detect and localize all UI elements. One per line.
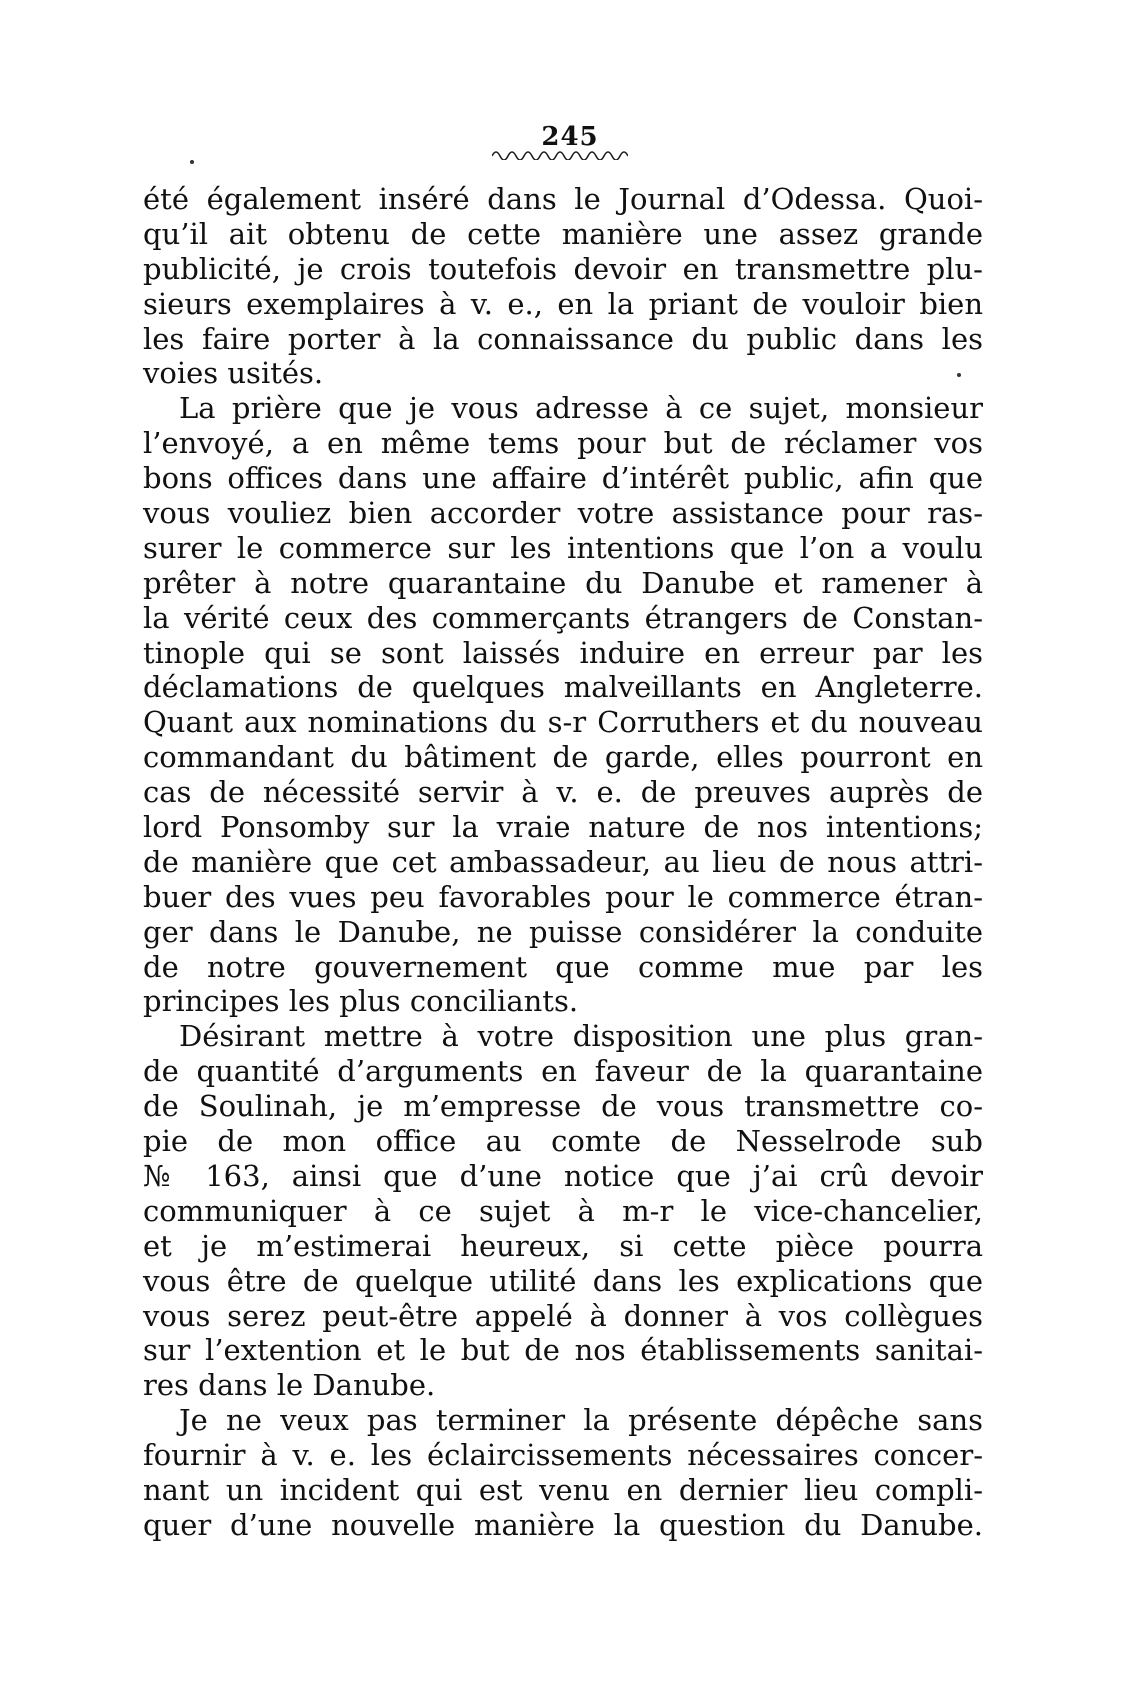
text-line: vous être de quelque utilité dans les explications que bbox=[143, 1263, 983, 1298]
wavy-rule-ornament bbox=[492, 146, 628, 160]
paragraph bbox=[143, 1403, 983, 1543]
text-line: de manière que cet ambassadeur, au lieu de nous attri- bbox=[143, 844, 983, 879]
text-line: l’envoyé, a en même tems pour but de réclamer vos bbox=[143, 426, 983, 461]
text-line: voies usités. bbox=[143, 356, 324, 391]
text-line: sieurs exemplaires à v. e., en la priant de vouloir bien bbox=[143, 286, 983, 321]
text-line: quer d’une nouvelle manière la question du Danube. bbox=[143, 1507, 983, 1542]
text-line: et je m’estimerai heureux, si cette pièce pourra bbox=[143, 1228, 983, 1263]
text-line: vous serez peut-être appelé à donner à vos collègues bbox=[143, 1298, 983, 1333]
stray-dot-mark bbox=[190, 160, 194, 164]
paragraph bbox=[143, 1019, 983, 1403]
body-text bbox=[143, 182, 983, 1543]
text-line: ger dans le Danube, ne puisse considérer la conduite bbox=[143, 914, 983, 949]
text-line: buer des vues peu favorables pour le commerce étran- bbox=[143, 879, 983, 914]
text-line: commandant du bâtiment de garde, elles pourront en bbox=[143, 740, 983, 775]
text-line: principes les plus conciliants. bbox=[143, 984, 579, 1019]
text-line: bons offices dans une affaire d’intérêt public, afin que bbox=[143, 461, 983, 496]
text-line: La prière que je vous adresse à ce sujet, monsieur bbox=[179, 391, 983, 426]
text-line: pie de mon office au comte de Nesselrode sub bbox=[143, 1124, 983, 1159]
page-number: 245 bbox=[541, 122, 599, 152]
text-line: cas de nécessité servir à v. e. de preuves auprès de bbox=[143, 775, 983, 810]
text-line: la vérité ceux des commerçants étrangers de Constan- bbox=[143, 600, 983, 635]
text-line: nant un incident qui est venu en dernier lieu compli- bbox=[143, 1472, 983, 1507]
text-line: les faire porter à la connaissance du public dans les bbox=[143, 321, 983, 356]
text-line: prêter à notre quarantaine du Danube et ramener à bbox=[143, 565, 983, 600]
text-line: Désirant mettre à votre disposition une plus gran- bbox=[179, 1019, 983, 1054]
text-line: Quant aux nominations du s-r Corruthers et du nouveau bbox=[143, 705, 983, 740]
text-line: de Soulinah, je m’empresse de vous transmettre co- bbox=[143, 1089, 983, 1124]
text-line: de quantité d’arguments en faveur de la quarantaine bbox=[143, 1054, 983, 1089]
text-line: tinople qui se sont laissés induire en erreur par les bbox=[143, 635, 983, 670]
text-line: № 163, ainsi que d’une notice que j’ai crû devoir bbox=[143, 1158, 983, 1193]
text-line: de notre gouvernement que comme mue par les bbox=[143, 949, 983, 984]
text-line: déclamations de quelques malveillants en Angleterre. bbox=[143, 670, 983, 705]
text-line: vous vouliez bien accorder votre assistance pour ras- bbox=[143, 496, 983, 531]
text-line: fournir à v. e. les éclaircissements nécessaires concer- bbox=[143, 1438, 983, 1473]
text-line: sur l’extention et le but de nos établissements sanitai- bbox=[143, 1333, 983, 1368]
text-line: qu’il ait obtenu de cette manière une assez grande bbox=[143, 216, 983, 251]
text-line: été également inséré dans le Journal d’Odessa. Quoi- bbox=[143, 182, 983, 216]
paragraph bbox=[143, 182, 983, 391]
paragraph bbox=[143, 391, 983, 1019]
text-line: lord Ponsomby sur la vraie nature de nos intentions; bbox=[143, 810, 983, 845]
text-line: res dans le Danube. bbox=[143, 1368, 436, 1403]
text-line: surer le commerce sur les intentions que l’on a voulu bbox=[143, 530, 983, 565]
text-line: publicité, je crois toutefois devoir en transmettre plu- bbox=[143, 251, 983, 286]
text-line: Je ne veux pas terminer la présente dépêche sans bbox=[179, 1403, 983, 1438]
text-line: communiquer à ce sujet à m-r le vice-chancelier, bbox=[143, 1193, 983, 1228]
